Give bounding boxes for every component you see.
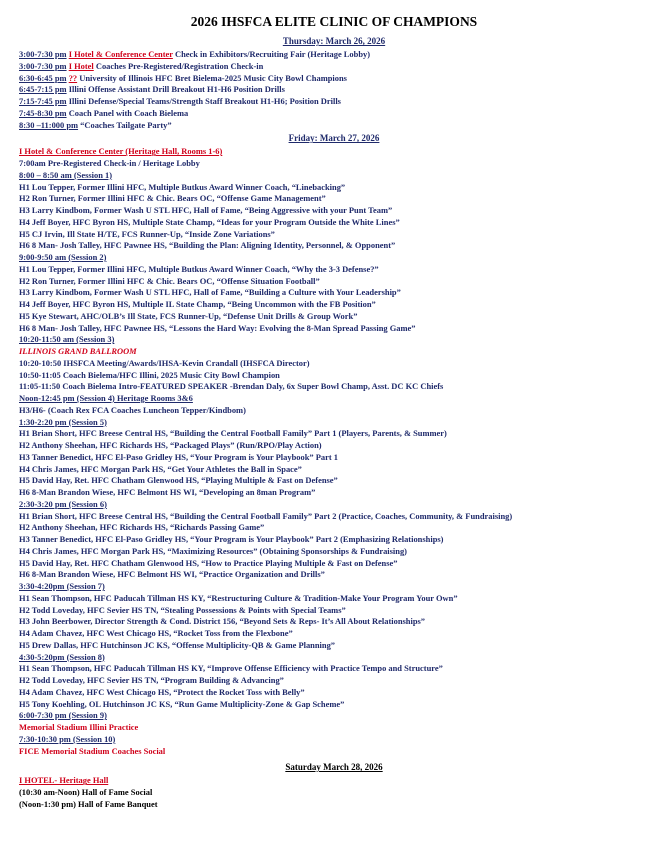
session-item: H4 Chris James, HFC Morgan Park HS, “Maximizing Resources” (Obtaining Sponsorships & Fundraising) <box>19 545 407 556</box>
session-item: 10:20-10:50 IHSFCA Meeting/Awards/IHSA-Kevin Crandall (IHSFCA Director) <box>19 357 310 368</box>
thursday-line: 6:45-7:15 pm Illini Offense Assistant Drill Breakout H1-H6 Position Drills <box>19 84 285 95</box>
session-item: H2 Ron Turner, Former Illini HFC & Chic. Bears OC, “Offense Game Management” <box>19 193 326 204</box>
session-item: H1 Brian Short, HFC Breese Central HS, “Building the Central Football Family” Part 2 (Practice, Coaches, Community, & Fundraising) <box>19 510 513 521</box>
session-item: H4 Adam Chavez, HFC West Chicago HS, “Protect the Rocket Toss with Belly” <box>19 686 305 697</box>
session-item: H1 Lou Tepper, Former Illini HFC, Multiple Butkus Award Winner Coach, “Linebacking” <box>19 181 346 192</box>
saturday-location: I HOTEL- Heritage Hall <box>19 775 109 786</box>
thursday-line: 3:00-7:30 pm I Hotel Coaches Pre-Registered/Registration Check-in <box>19 60 264 71</box>
session-item: H1 Lou Tepper, Former Illini HFC, Multiple Butkus Award Winner Coach, “Why the 3-3 Defense?” <box>19 263 379 274</box>
session-item: H3 Larry Kindbom, Former Wash U STL HFC, Hall of Fame, “Being Aggressive with your Punt Team” <box>19 205 393 215</box>
session-9-location: Memorial Stadium Illini Practice <box>19 722 139 732</box>
session-item: H3 Tanner Benedict, HFC El-Paso Gridley HS, “Your Program is Your Playbook” Part 1 <box>19 451 338 462</box>
saturday-item: (Noon-1:30 pm) Hall of Fame Banquet <box>19 798 158 809</box>
grand-ballroom-label: ILLINOIS GRAND BALLROOM <box>19 346 137 356</box>
session-3-label: 10:20-11:50 am (Session 3) <box>19 334 115 345</box>
session-6-label: 2:30-3:20 pm (Session 6) <box>19 498 107 509</box>
session-item: 11:05-11:50 Coach Bielema Intro-FEATURED SPEAKER -Brendan Daly, 6x Super Bowl Champ, Asst. DC KC Chiefs <box>19 381 444 392</box>
session-1-label: 8:00 – 8:50 am (Session 1) <box>19 169 113 180</box>
session-item: H2 Anthony Sheehan, HFC Richards HS, “Richards Passing Game” <box>19 522 265 533</box>
session-item: 10:50-11:05 Coach Bielema/HFC Illini, 2025 Music City Bowl Champion <box>19 369 280 380</box>
session-item: H3 Tanner Benedict, HFC El-Paso Gridley HS, “Your Program is Your Playbook” Part 2 (Emphasizing Relationships) <box>19 534 444 544</box>
session-item: H5 Drew Dallas, HFC Hutchinson JC KS, “Offense Multiplicity-QB & Game Planning” <box>19 639 336 650</box>
session-item: H4 Adam Chavez, HFC West Chicago HS, “Rocket Toss from the Flexbone” <box>19 628 293 638</box>
session-10-label: 7:30-10:30 pm (Session 10) <box>19 733 116 744</box>
session-9-label: 6:00-7:30 pm (Session 9) <box>19 710 107 721</box>
session-item: H4 Chris James, HFC Morgan Park HS, “Get Your Athletes the Ball in Space” <box>19 463 302 474</box>
session-2-label: 9:00-9:50 am (Session 2) <box>19 252 107 262</box>
session-5-label: 1:30-2:20 pm (Session 5) <box>19 416 107 427</box>
session-item: H1 Sean Thompson, HFC Paducah Tillman HS KY, “Restructuring Culture & Tradition-Make Your Program Your Own” <box>19 592 458 603</box>
session-10-location: FICE Memorial Stadium Coaches Social <box>19 745 166 756</box>
friday-heading: Friday: March 27, 2026 <box>288 133 380 144</box>
thursday-line: 7:45-8:30 pm Coach Panel with Coach Bielema <box>19 107 189 118</box>
session-item: H2 Ron Turner, Former Illini HFC & Chic. Bears OC, “Offense Situation Football” <box>19 275 320 286</box>
session-item: H5 Kye Stewart, AHC/OLB’s Ill State, FCS Runner-Up, “Defense Unit Drills & Group Work” <box>19 310 358 321</box>
session-4-label: Noon-12:45 pm (Session 4) Heritage Rooms 3&6 <box>19 393 193 403</box>
session-item: H3/H6- (Coach Rex FCA Coaches Luncheon Tepper/Kindbom) <box>19 404 246 415</box>
session-8-label: 4:30-5:20pm (Session 8) <box>19 651 105 662</box>
session-item: H3 John Beerbower, Director Strength & Cond. District 156, “Beyond Sets & Reps- It’s All About Relationships” <box>19 616 426 627</box>
session-item: H1 Sean Thompson, HFC Paducah Tillman HS KY, “Improve Offense Efficiency with Practice Tempo and Structure” <box>19 663 443 674</box>
session-item: H5 David Hay, Ret. HFC Chatham Glenwood HS, “Playing Multiple & Fast on Defense” <box>19 475 338 486</box>
saturday-item: (10:30 am-Noon) Hall of Fame Social <box>19 787 153 797</box>
thursday-line: 3:00-7:30 pm I Hotel & Conference Center Check in Exhibitors/Recruiting Fair (Heritage Lobby) <box>19 49 371 59</box>
thursday-line: 7:15-7:45 pm Illini Defense/Special Teams/Strength Staff Breakout H1-H6; Position Drills <box>19 96 341 106</box>
session-item: H2 Todd Loveday, HFC Sevier HS TN, “Program Building & Advancing” <box>19 675 284 685</box>
saturday-heading: Saturday March 28, 2026 <box>285 762 383 773</box>
session-item: H5 David Hay, Ret. HFC Chatham Glenwood HS, “How to Practice Playing Multiple & Fast on Defense” <box>19 557 398 568</box>
thursday-line: 6:30-6:45 pm ?? University of Illinois HFC Bret Bielema-2025 Music City Bowl Champions <box>19 72 347 83</box>
document-title: 2026 IHSFCA ELITE CLINIC OF CHAMPIONS <box>190 14 478 29</box>
thursday-line: 8:30 –11:000 pm “Coaches Tailgate Party” <box>19 119 172 130</box>
friday-checkin: 7:00am Pre-Registered Check-in / Heritage Lobby <box>19 158 200 168</box>
session-item: H2 Todd Loveday, HFC Sevier HS TN, “Stealing Possessions & Points with Special Teams” <box>19 604 346 615</box>
session-item: H2 Anthony Sheehan, HFC Richards HS, “Packaged Plays” (Run/RPO/Play Action) <box>19 440 322 450</box>
friday-location: I Hotel & Conference Center (Heritage Hall, Rooms 1-6) <box>19 146 223 157</box>
session-item: H5 Tony Koehling, OL Hutchinson JC KS, “Run Game Multiplicity-Zone & Gap Scheme” <box>19 698 345 709</box>
session-item: H5 CJ Irvin, Ill State H/TE, FCS Runner-Up, “Inside Zone Variations” <box>19 228 275 239</box>
session-item: H6 8 Man- Josh Talley, HFC Pawnee HS, “Building the Plan: Aligning Identity, Personnel, & Opponent” <box>19 240 396 251</box>
session-7-label: 3:30-4:20pm (Session 7) <box>19 581 105 591</box>
session-item: H6 8-Man Brandon Wiese, HFC Belmont HS WI, “Developing an 8man Program” <box>19 487 316 497</box>
clinic-schedule-document <box>19 14 649 811</box>
session-item: H6 8-Man Brandon Wiese, HFC Belmont HS WI, “Practice Organization and Drills” <box>19 569 325 580</box>
session-item: H4 Jeff Boyer, HFC Byron HS, Multiple State Champ, “Ideas for your Program Outside the White Lines” <box>19 216 400 227</box>
session-item: H1 Brian Short, HFC Breese Central HS, “Building the Central Football Family” Part 1 (Players, Parents, & Summer) <box>19 428 447 439</box>
session-item: H6 8 Man- Josh Talley, HFC Pawnee HS, “Lessons the Hard Way: Evolving the 8-Man Spread Passing Game” <box>19 322 416 333</box>
thursday-heading: Thursday: March 26, 2026 <box>282 36 386 46</box>
session-item: H4 Jeff Boyer, HFC Byron HS, Multiple IL State Champ, “Being Uncommon with the FB Position” <box>19 299 376 309</box>
session-item: H3 Larry Kindbom, Former Wash U STL HFC, Hall of Fame, “Building a Culture with Your Leadership” <box>19 287 401 298</box>
